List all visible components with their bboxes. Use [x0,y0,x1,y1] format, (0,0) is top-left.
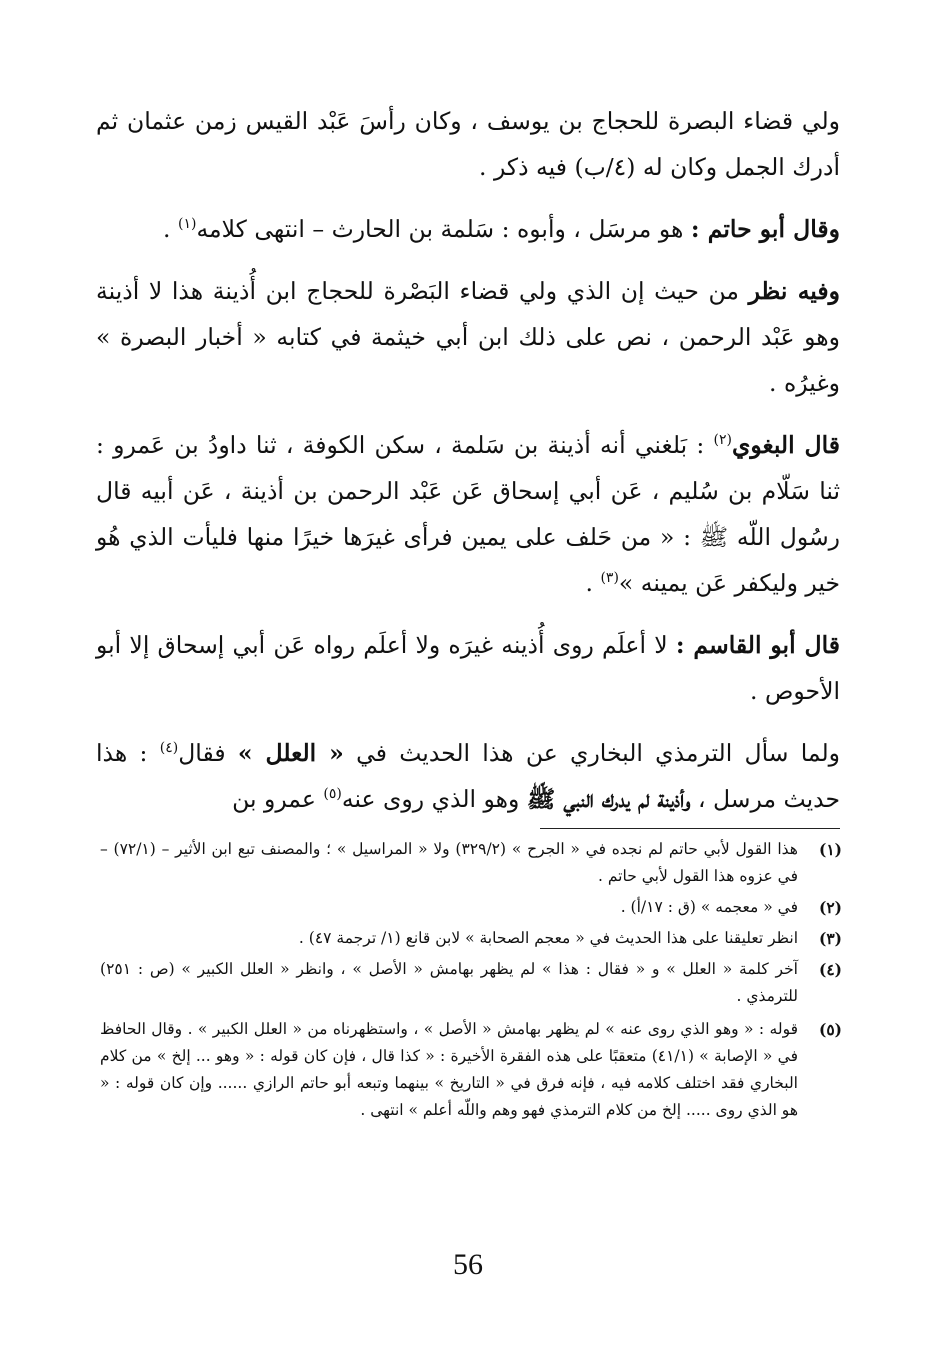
page-number: 56 [453,1248,483,1281]
footnote-text: في « معجمه » (ق : ١٧/أ) . [620,898,798,916]
footnote-item [100,956,842,1010]
footnote-text: قوله : « وهو الذي روى عنه » لم يظهر بهامش « الأصل » ، واستظهرناه من « العلل الكبير » . وقال الحافظ في « الإصابة » (٤١/١) متعقبًا على هذه الفقرة الأخيرة : « كذا قال ، فإن كان قوله : « وهو ... إلخ » من كلام البخاري فقد اختلف كلامه فيه ، فإنه فرق في « التاريخ » بينهما وتبعه أبو حاتم الرازي ...... وإن كان قوله : « هو الذي روى ..... إلخ من كلام الترمذي فهو وهم واللّه أعلم » انتهى . [100,1020,798,1119]
paragraph-lead: قال البغوي [731,431,840,459]
footnote-item [100,894,842,921]
footnote-ref-1[interactable]: (١) [177,216,197,233]
footnote-ref-4[interactable]: (٤) [159,740,179,757]
footnote-ref-5[interactable]: (٥) [323,786,342,803]
footnote-number: (٥) [818,1020,842,1039]
footnote-number: (٣) [818,929,842,948]
paragraph-2: وقال أبو حاتم : هو مرسَل ، وأبوه : سَلمة بن الحارث – انتهى كلامه$^{(١)}$ . [163,215,840,243]
footnote-item [100,1016,842,1124]
paragraph-6: ولما سأل الترمذي البخاري عن هذا الحديث في « العلل » فقال$^{(٤)}$ : هذا حديث مرسل ، وأذينة لم يدرك النبي ﷺ وهو الذي روى عنه$^{(٥)}$ عمرو بن [96,739,840,813]
footnote-number: (١) [818,840,842,859]
bold-phrase: « العلل » [237,739,344,767]
paragraph-5: قال أبو القاسم : لا أعلَم روى أُذينه غيرَه ولا أعلَم رواه عَن أبي إسحاق إلا أبو الأحوص . [96,631,840,705]
footnote-ref-2[interactable]: (٢) [713,432,732,449]
footnote-text: هذا القول لأبي حاتم لم نجده في « الجرح » (٣٢٩/٢) ولا « المراسيل » ؛ والمصنف تبع ابن الأثير – (٧٢/١) – في عزوه هذا القول لأبي حاتم . [100,840,798,885]
footnote-number: (٤) [818,960,842,979]
paragraph-4: قال البغوي$^{(٢)}$ : بَلغني أنه أذينة بن سَلمة ، سكن الكوفة ، ثنا داودُ بن عَمرو : ثنا سَلّام بن سُليم ، عَن أبي إسحاق عَن عَبْد الرحمن بن أذينة ، عَن أبيه قال رسُول اللّه ﷺ : « من حَلف على يمين فرأى غيرَها خيرًا منها فليأت الذي هُو خير وليكفر عَن يمينه »$^{(٣)}$ . [96,431,840,597]
paragraph-lead: قال أبو القاسم : [675,631,840,659]
paragraph-1: ولي قضاء البصرة للحجاج بن يوسف ، وكان رأسَ عَبْد القيس زمن عثمان ثم أدرك الجمل وكان له (٤/ب) فيه ذكر . [96,107,840,181]
paragraph-3: وفيه نظر من حيث إن الذي ولي قضاء البَصْرة للحجاج ابن أُذينة هذا لا أذينة وهو عَبْد الرحمن ، نص على ذلك ابن أبي خيثمة في كتابه « أخبار البصرة » وغيرُه . [96,277,840,397]
footnote-item [100,836,842,890]
footnotes [100,836,842,1128]
footnote-separator [540,828,840,829]
footnote-number: (٢) [818,898,842,917]
paragraph-lead: وقال أبو حاتم : [690,215,840,243]
footnote-text: آخر كلمة « العلل » و « فقال : هذا » لم يظهر بهامش « الأصل » ، وانظر « العلل الكبير » (ص : ٢٥١) للترمذي . [100,960,798,1005]
paragraph-lead: وفيه نظر [748,277,840,305]
footnote-ref-3[interactable]: (٣) [600,570,619,587]
bold-phrase: وأذينة لم يدرك النبي ﷺ [526,785,691,813]
footnote-text: انظر تعليقنا على هذا الحديث في « معجم الصحابة » لابن قانع (١/ ترجمة ٤٧) . [298,929,798,947]
footnote-item [100,925,842,952]
main-text [96,98,840,822]
